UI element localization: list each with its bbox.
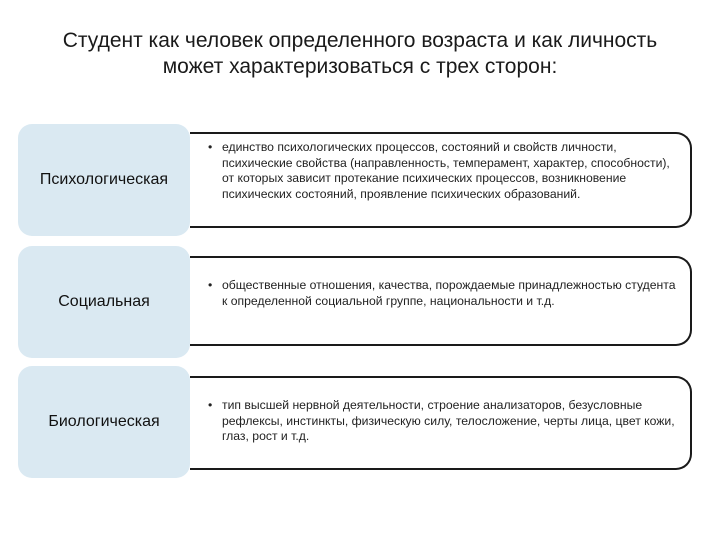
content-box-social (190, 256, 692, 346)
content-biological: тип высшей нервной деятельности, строение анализаторов, безусловные рефлексы, инстинкты, физическую силу, телосложение, черты лица, цвет кожи, глаз, рост и т.д. (222, 398, 675, 443)
bullet-icon: • (208, 140, 213, 154)
content-box-psychological (190, 132, 692, 228)
label-biological: Биологическая (48, 413, 160, 430)
content-psychological: единство психологических процессов, состояний и свойств личности, психические свойства (направленность, темперамент, характер, способности), от которых зависит протекание психических процессов, возникновение психических состояний, проявление психических образований. (222, 140, 670, 201)
bullet-icon: • (208, 398, 213, 412)
label-box-social (18, 246, 190, 358)
label-box-psychological (18, 124, 190, 236)
bullet-icon: • (208, 278, 213, 292)
label-social: Социальная (58, 293, 150, 310)
label-psychological: Психологическая (39, 171, 169, 188)
slide-title: Студент как человек определенного возраста и как личность может характеризоваться с трех сторон: (62, 29, 658, 78)
row-psychological (18, 124, 700, 236)
row-biological (18, 366, 700, 478)
label-box-biological (18, 366, 190, 478)
content-social: общественные отношения, качества, порождаемые принадлежностью студента к определенной социальной группе, национальности и т.д. (222, 278, 676, 308)
row-social (18, 246, 700, 358)
content-box-biological (190, 376, 692, 470)
